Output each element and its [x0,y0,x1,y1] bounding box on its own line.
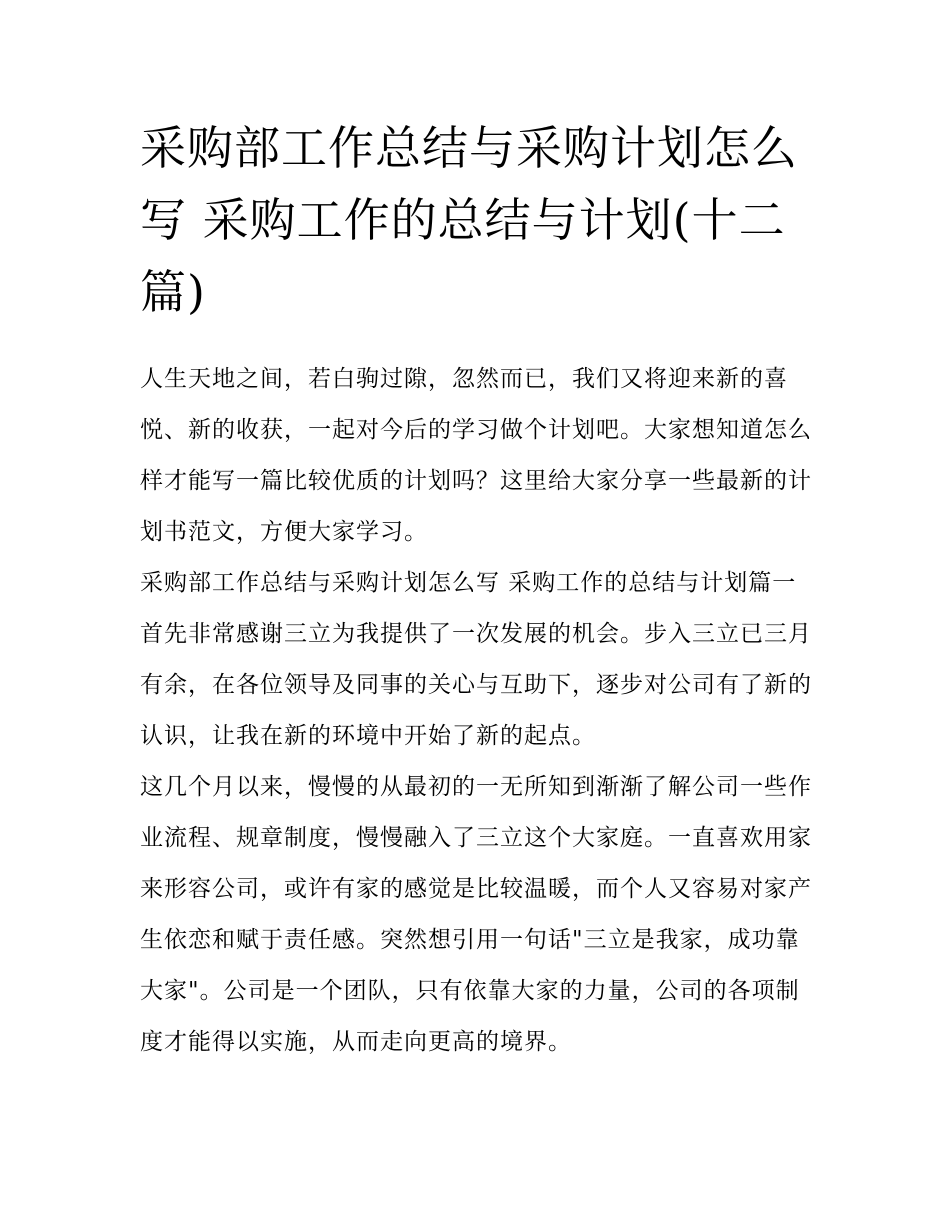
body-paragraph: 首先非常感谢三立为我提供了一次发展的机会。步入三立已三月有余，在各位领导及同事的关心与互助下，逐步对公司有了新的认识，让我在新的环境中开始了新的起点。 [140,621,812,749]
section-heading: 采购部工作总结与采购计划怎么写 采购工作的总结与计划篇一 [140,570,797,596]
document-body [140,354,820,1068]
body-paragraph: 这几个月以来，慢慢的从最初的一无所知到渐渐了解公司一些作业流程、规章制度，慢慢融入了三立这个大家庭。一直喜欢用家来形容公司，或许有家的感觉是比较温暖，而个人又容易对家产生依恋和赋于责任感。突然想引用一句话"三立是我家，成功靠大家"。公司是一个团队，只有依靠大家的力量，公司的各项制度才能得以实施，从而走向更高的境界。 [140,774,812,1055]
intro-paragraph: 人生天地之间，若白驹过隙，忽然而已，我们又将迎来新的喜悦、新的收获，一起对今后的学习做个计划吧。大家想知道怎么样才能写一篇比较优质的计划吗？这里给大家分享一些最新的计划书范文，方便大家学习。 [140,366,812,545]
document-title: 采购部工作总结与采购计划怎么写 采购工作的总结与计划(十二篇) [140,121,798,319]
